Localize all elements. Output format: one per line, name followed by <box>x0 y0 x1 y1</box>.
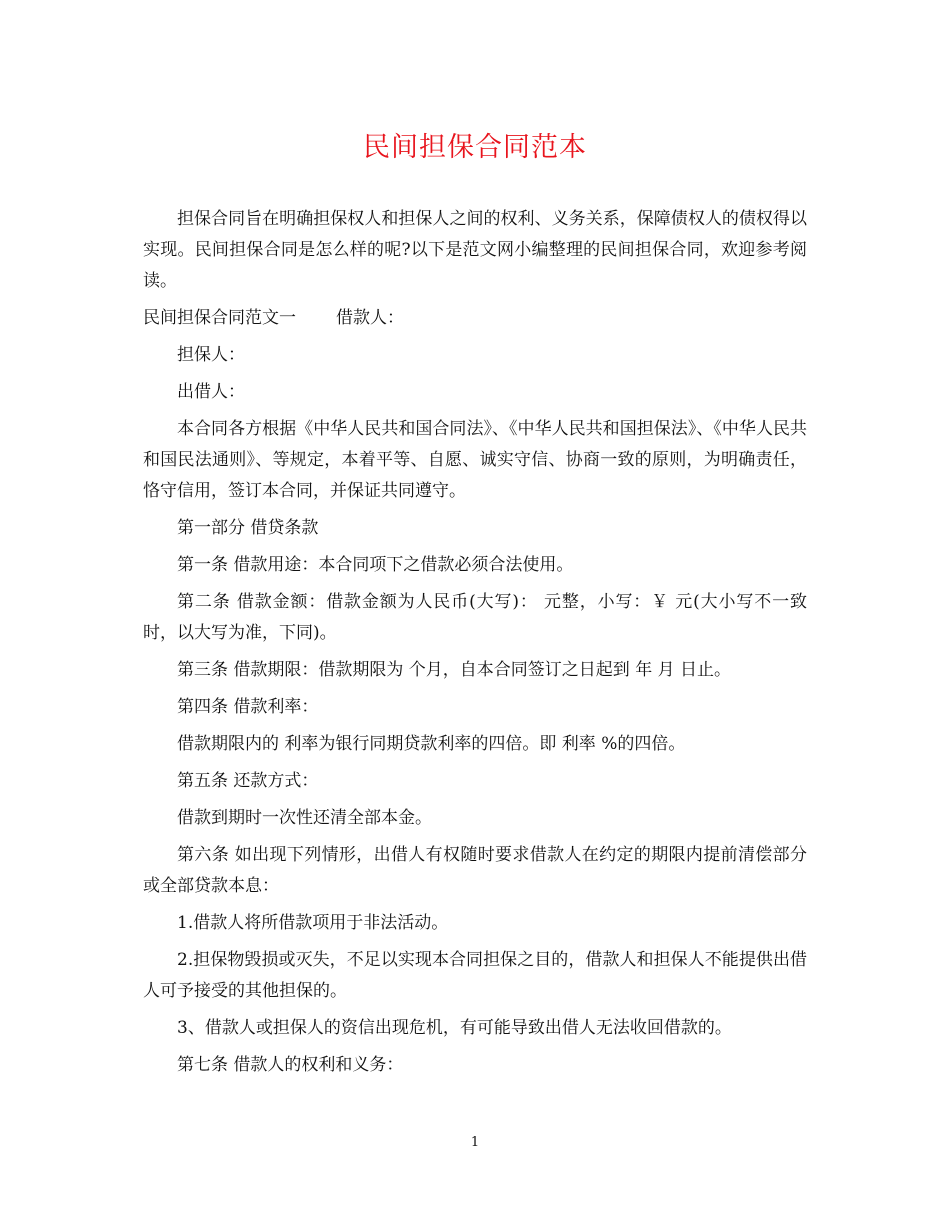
article-6-item-1: 1.借款人将所借款项用于非法活动。 <box>177 913 449 933</box>
article-6-item-3: 3、借款人或担保人的资信出现危机，有可能导致出借人无法收回借款的。 <box>177 1018 732 1038</box>
guarantor-label: 担保人： <box>177 345 245 365</box>
article-6: 第六条 如出现下列情形，出借人有权随时要求借款人在约定的期限内提前清偿部分或全部贷款本息： <box>143 845 807 896</box>
lender-label: 出借人： <box>177 382 245 402</box>
article-7: 第七条 借款人的权利和义务： <box>177 1055 404 1075</box>
preamble-paragraph: 本合同各方根据《中华人民共和国合同法》、《中华人民共和国担保法》、《中华人民共和国民法通则》、等规定，本着平等、自愿、诚实守信、协商一致的原则，为明确责任，恪守信用，签订本合同，并保证共同遵守。 <box>143 419 807 501</box>
part1-heading: 第一部分 借贷条款 <box>177 518 319 538</box>
document-body <box>143 204 807 1087</box>
article-5-text: 借款到期时一次性还清全部本金。 <box>177 808 432 828</box>
article-6-item-2: 2.担保物毁损或灭失，不足以实现本合同担保之目的，借款人和担保人不能提供出借人可予接受的其他担保的。 <box>143 950 807 1001</box>
article-3: 第三条 借款期限：借款期限为 个月，自本合同签订之日起到 年 月 日止。 <box>177 660 732 680</box>
intro-paragraph: 担保合同旨在明确担保权人和担保人之间的权利、义务关系，保障债权人的债权得以实现。民间担保合同是怎么样的呢?以下是范文网小编整理的民间担保合同，欢迎参考阅读。 <box>143 209 807 291</box>
article-4-text: 借款期限内的 利率为银行同期贷款利率的四倍。即 利率 %的四倍。 <box>177 734 686 754</box>
article-1: 第一条 借款用途：本合同项下之借款必须合法使用。 <box>177 555 574 575</box>
article-5: 第五条 还款方式： <box>177 771 319 791</box>
article-4: 第四条 借款利率： <box>177 697 319 717</box>
document-title: 民间担保合同范本 <box>363 132 587 163</box>
sample-heading: 民间担保合同范文一 <box>143 308 296 328</box>
sample-heading-line <box>143 303 807 334</box>
article-2: 第二条 借款金额：借款金额为人民币(大写)： 元整，小写：￥ 元(大小写不一致时，以大写为准，下同)。 <box>143 592 807 643</box>
borrower-label: 借款人： <box>336 308 404 328</box>
page-number: 1 <box>470 1135 480 1150</box>
